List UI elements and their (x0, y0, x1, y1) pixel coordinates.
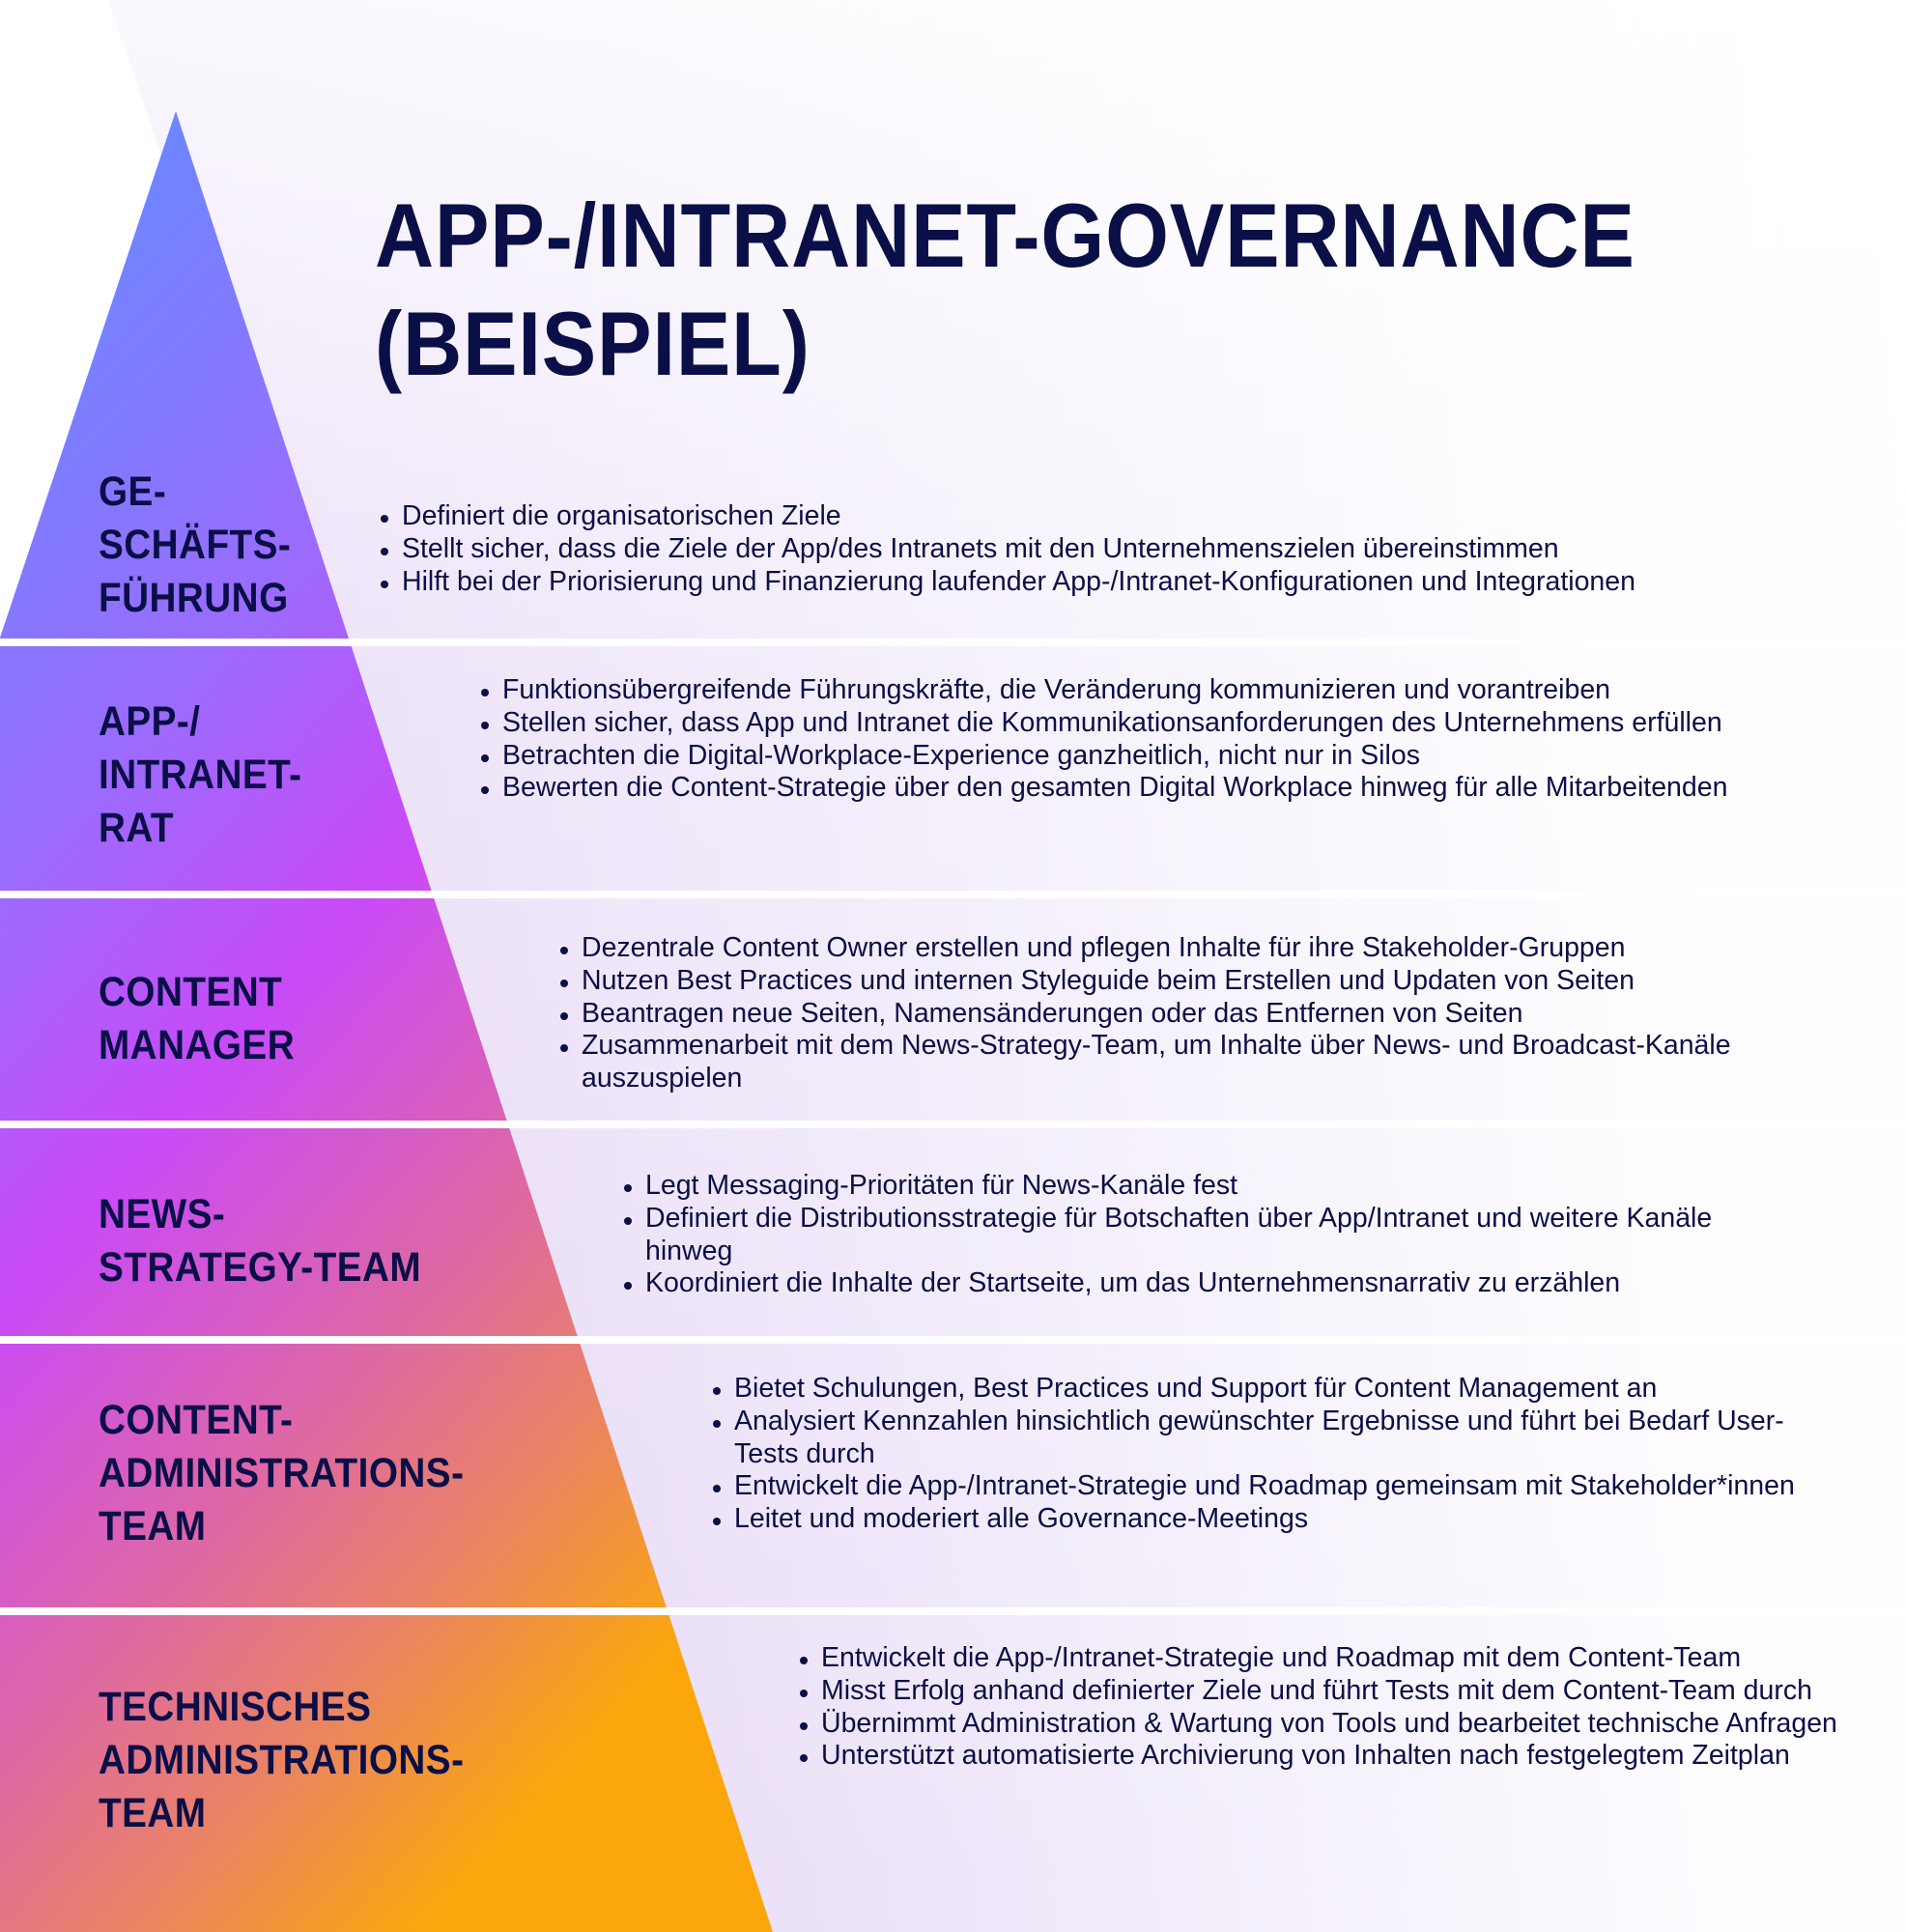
list-item: Misst Erfolg anhand definierter Ziele und führt Tests mit dem Content-Team durch (798, 1675, 1841, 1708)
list-item: Definiert die Distributionsstrategie für Botschaften über App/Intranet und weitere Kanäle hinweg (622, 1203, 1781, 1268)
list-item: Dezentrale Content Owner erstellen und pflegen Inhalte für ihre Stakeholder-Gruppen (558, 932, 1795, 965)
list-item: Definiert die organisatorischen Ziele (379, 500, 1635, 533)
list-item: Übernimmt Administration & Wartung von Tools und bearbeitet technische Anfragen (798, 1708, 1841, 1741)
list-item: Legt Messaging-Prioritäten für News-Kanäle fest (622, 1170, 1781, 1203)
tier-label-geschaeftsfuehrung: GE- SCHÄFTS- FÜHRUNG (99, 469, 292, 621)
list-item: Betrachten die Digital-Workplace-Experience ganzheitlich, nicht nur in Silos (479, 740, 1812, 773)
list-item: Hilft bei der Priorisierung und Finanzierung laufender App-/Intranet-Konfigurationen und Integrationen (379, 566, 1635, 599)
tier-list-geschaeftsfuehrung (379, 500, 1635, 598)
tier-label-technisches-administrations-team: TECHNISCHES ADMINISTRATIONS- TEAM (99, 1684, 465, 1836)
list-item: Koordiniert die Inhalte der Startseite, um das Unternehmensnarrativ zu erzählen (622, 1267, 1781, 1300)
tier-separator (0, 1607, 1905, 1615)
title-line-1: APP-/INTRANET-GOVERNANCE (375, 185, 1635, 286)
title-line-2: (BEISPIEL) (375, 293, 810, 394)
list-item: Stellt sicher, dass die Ziele der App/des Intranets mit den Unternehmenszielen übereinstimmen (379, 533, 1635, 566)
tier-list-news-strategy-team (622, 1170, 1781, 1300)
tier-list-content-manager (558, 932, 1795, 1095)
tier-label-news-strategy-team: NEWS- STRATEGY-TEAM (99, 1191, 422, 1291)
tier-separator (0, 1336, 1905, 1344)
tier-separator (0, 639, 1905, 646)
list-item: Unterstützt automatisierte Archivierung von Inhalten nach festgelegtem Zeitplan (798, 1740, 1841, 1773)
tier-separator (0, 891, 1905, 898)
tier-separator (0, 1121, 1905, 1128)
list-item: Beantragen neue Seiten, Namensänderungen oder das Entfernen von Seiten (558, 998, 1795, 1031)
tier-list-content-administrations-team (711, 1373, 1832, 1536)
list-item: Analysiert Kennzahlen hinsichtlich gewünschter Ergebnisse und führt bei Bedarf User-Tests durch (711, 1406, 1832, 1471)
list-item: Entwickelt die App-/Intranet-Strategie und Roadmap gemeinsam mit Stakeholder*innen (711, 1470, 1832, 1503)
tier-label-content-manager: CONTENT MANAGER (99, 969, 296, 1068)
list-item: Bewerten die Content-Strategie über den gesamten Digital Workplace hinweg für alle Mitarbeitenden (479, 772, 1812, 805)
tier-label-intranet-rat: APP-/ INTRANET- RAT (99, 698, 302, 851)
list-item: Stellen sicher, dass App und Intranet die Kommunikationsanforderungen des Unternehmens erfüllen (479, 707, 1812, 740)
list-item: Nutzen Best Practices und internen Styleguide beim Erstellen und Updaten von Seiten (558, 965, 1795, 998)
list-item: Leitet und moderiert alle Governance-Meetings (711, 1503, 1832, 1536)
list-item: Funktionsübergreifende Führungskräfte, die Veränderung kommunizieren und vorantreiben (479, 674, 1812, 707)
list-item: Zusammenarbeit mit dem News-Strategy-Team, um Inhalte über News- und Broadcast-Kanäle auszuspielen (558, 1030, 1795, 1095)
list-item: Entwickelt die App-/Intranet-Strategie und Roadmap mit dem Content-Team (798, 1642, 1841, 1675)
tier-label-content-administrations-team: CONTENT- ADMINISTRATIONS- TEAM (99, 1397, 465, 1549)
page-title (375, 182, 1635, 398)
tier-list-technisches-administrations-team (798, 1642, 1841, 1773)
tier-list-intranet-rat (479, 674, 1812, 805)
list-item: Bietet Schulungen, Best Practices und Support für Content Management an (711, 1373, 1832, 1406)
